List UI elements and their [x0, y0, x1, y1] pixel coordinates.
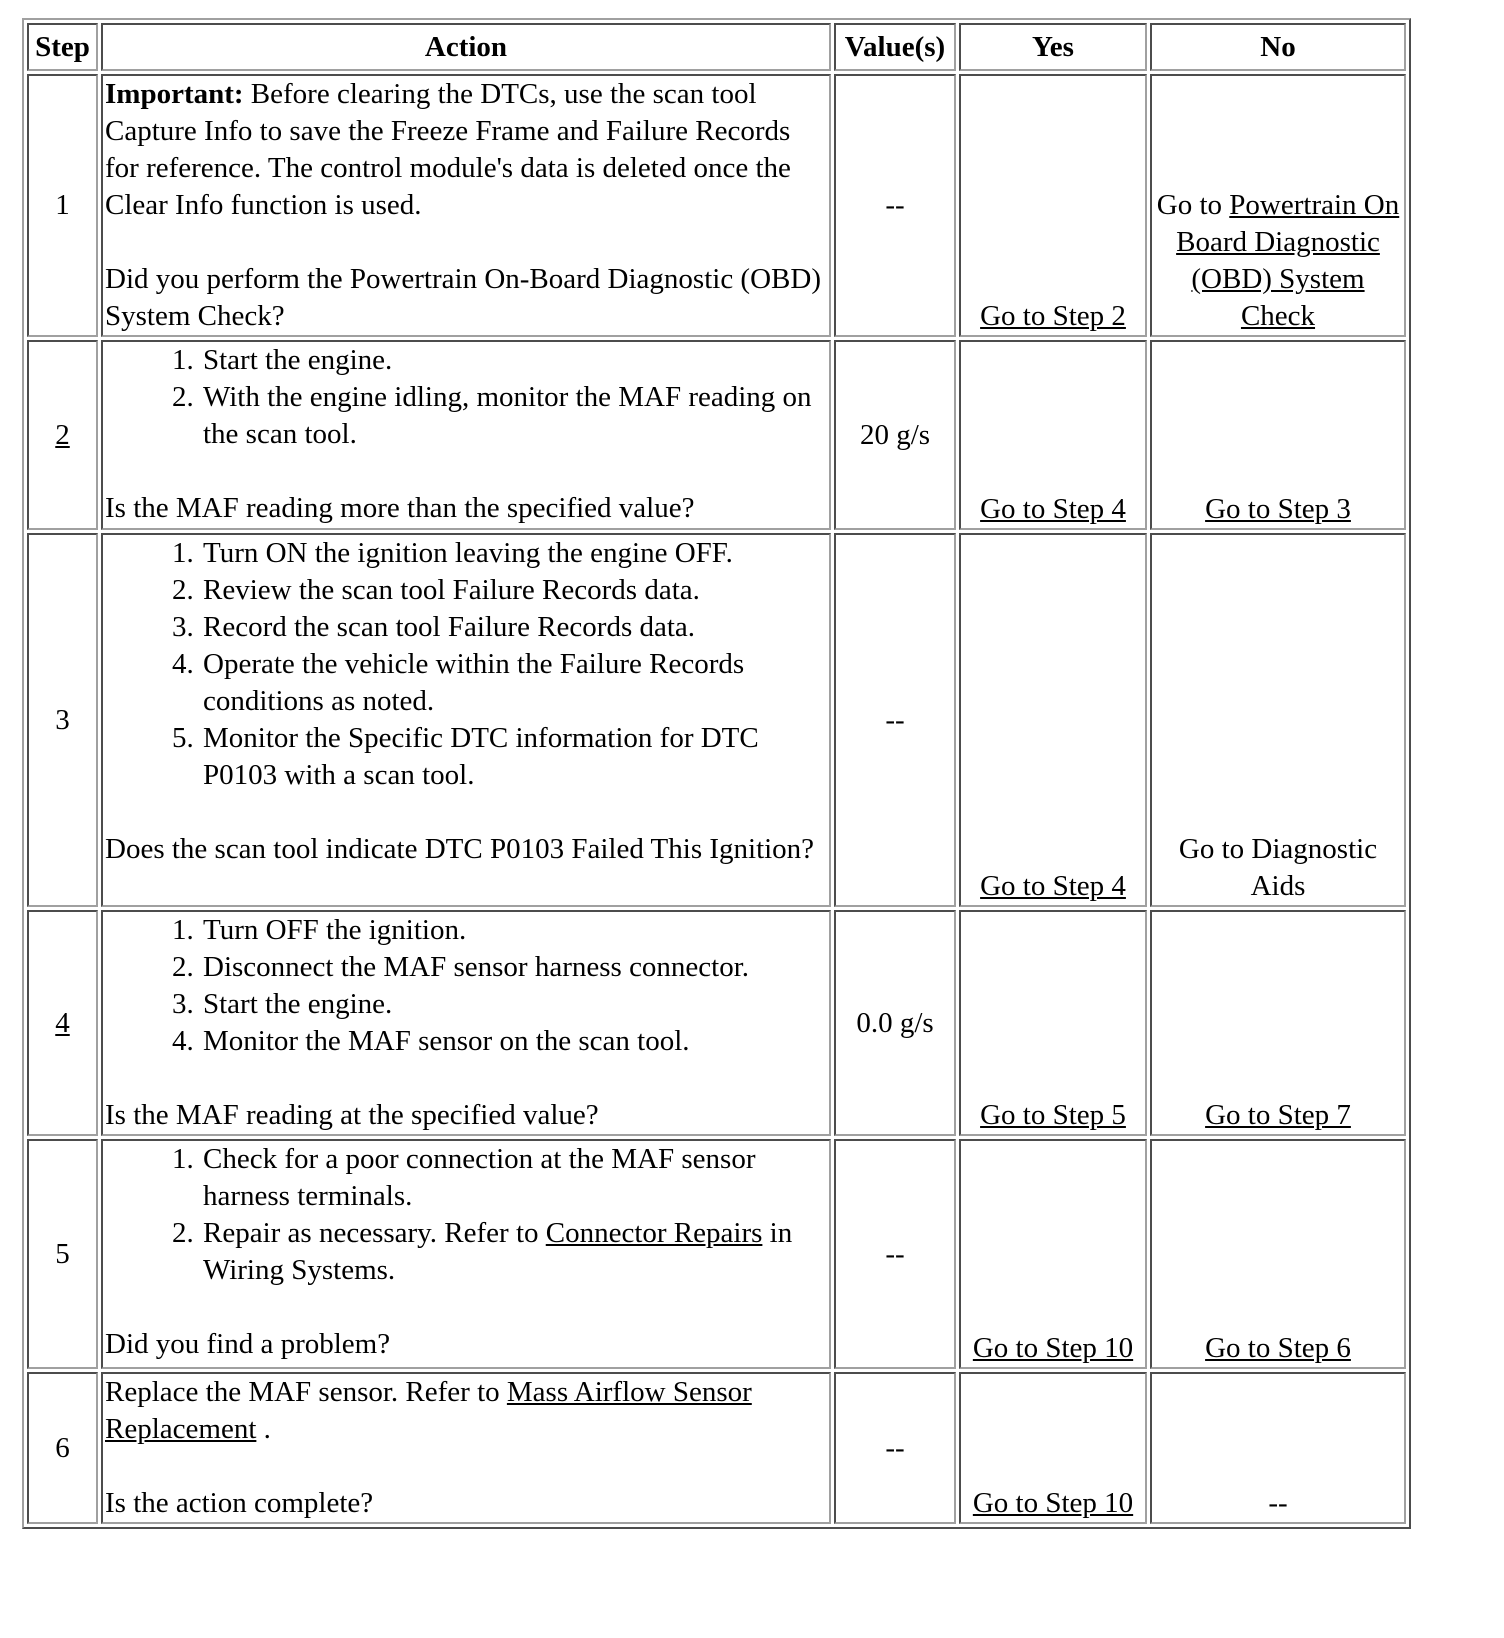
procedure-item: 3. Start the engine. — [201, 986, 827, 1023]
step-number: 3 — [27, 533, 98, 907]
question-text: Is the action complete? — [105, 1487, 374, 1519]
yes-link[interactable]: Go to Step 10 — [972, 1487, 1134, 1519]
no-cell — [1150, 1139, 1406, 1369]
action-prefix: Replace the MAF sensor. Refer to — [105, 1376, 507, 1408]
procedure-item: 3. Record the scan tool Failure Records data. — [201, 609, 827, 646]
maf-sensor-replacement-link[interactable]: Mass Airflow Sensor Replacement — [105, 1376, 752, 1445]
action-suffix: . — [256, 1413, 271, 1445]
yes-cell — [959, 533, 1147, 907]
yes-link[interactable]: Go to Step 2 — [980, 300, 1126, 332]
header-action: Action — [101, 23, 831, 71]
action-cell — [101, 1139, 831, 1369]
table-row — [27, 1372, 1406, 1524]
header-no: No — [1150, 23, 1406, 71]
table-row — [27, 340, 1406, 530]
yes-cell — [959, 340, 1147, 530]
header-row — [27, 23, 1406, 71]
procedure-item: 2. Review the scan tool Failure Records data. — [201, 572, 827, 609]
procedure-text: Repair as necessary. Refer to — [203, 1217, 546, 1249]
connector-repairs-link[interactable]: Connector Repairs — [545, 1217, 763, 1249]
no-cell — [1150, 910, 1406, 1136]
value-cell: -- — [834, 1372, 956, 1524]
value-cell: 20 g/s — [834, 340, 956, 530]
procedure-item: 4. Monitor the MAF sensor on the scan tool. — [201, 1023, 827, 1060]
value-cell: -- — [834, 533, 956, 907]
table-row — [27, 910, 1406, 1136]
yes-link[interactable]: Go to Step 5 — [980, 1099, 1126, 1131]
step-number: 6 — [27, 1372, 98, 1524]
action-text — [105, 1374, 827, 1448]
yes-link[interactable]: Go to Step 4 — [980, 493, 1126, 525]
no-prefix: Go to — [1156, 189, 1230, 221]
action-cell — [101, 340, 831, 530]
step-number — [27, 340, 98, 530]
procedure-item: 1. Turn OFF the ignition. — [201, 912, 827, 949]
procedure-item: 1. Check for a poor connection at the MAF sensor harness terminals. — [201, 1141, 827, 1215]
action-cell — [101, 533, 831, 907]
value-cell: -- — [834, 1139, 956, 1369]
action-cell — [101, 910, 831, 1136]
procedure-item: 2. With the engine idling, monitor the MAF reading on the scan tool. — [201, 379, 827, 453]
action-cell — [101, 74, 831, 337]
no-cell: Go to Diagnostic Aids — [1150, 533, 1406, 907]
no-link[interactable]: Go to Step 3 — [1205, 493, 1351, 525]
procedure-list — [105, 1141, 827, 1289]
table-row — [27, 1139, 1406, 1369]
yes-cell — [959, 910, 1147, 1136]
no-link[interactable]: Go to Step 7 — [1205, 1099, 1351, 1131]
procedure-list — [105, 535, 827, 794]
value-cell: 0.0 g/s — [834, 910, 956, 1136]
important-text: Before clearing the DTCs, use the scan tool Capture Info to save the Freeze Frame and Failure Records for reference. The control module's data is deleted once the Clear Info function is used. — [105, 78, 791, 221]
yes-cell — [959, 1139, 1147, 1369]
procedure-text: in Wiring Systems. — [203, 1217, 793, 1286]
no-link[interactable]: Go to Step 6 — [1205, 1332, 1351, 1364]
table-row — [27, 533, 1406, 907]
question-text: Did you find a problem? — [105, 1328, 391, 1360]
step-number — [27, 910, 98, 1136]
no-link-obd-system-check[interactable]: Powertrain On Board Diagnostic (OBD) System Check — [1176, 189, 1400, 332]
no-cell — [1150, 340, 1406, 530]
question-text: Is the MAF reading more than the specified value? — [105, 492, 695, 524]
question-text: Is the MAF reading at the specified value? — [105, 1099, 599, 1131]
procedure-item: 4. Operate the vehicle within the Failure Records conditions as noted. — [201, 646, 827, 720]
procedure-item: 2. Disconnect the MAF sensor harness connector. — [201, 949, 827, 986]
important-note — [105, 76, 827, 224]
question-text: Did you perform the Powertrain On-Board Diagnostic (OBD) System Check? — [105, 263, 821, 332]
header-step: Step — [27, 23, 98, 71]
procedure-item: 5. Monitor the Specific DTC information for DTC P0103 with a scan tool. — [201, 720, 827, 794]
step-number-link[interactable]: 4 — [55, 1006, 70, 1039]
no-cell: -- — [1150, 1372, 1406, 1524]
step-number-link[interactable]: 2 — [55, 418, 70, 451]
value-cell: -- — [834, 74, 956, 337]
table-row — [27, 74, 1406, 337]
important-label: Important: — [105, 78, 244, 110]
question-text: Does the scan tool indicate DTC P0103 Failed This Ignition? — [105, 833, 815, 865]
procedure-item: 1. Turn ON the ignition leaving the engine OFF. — [201, 535, 827, 572]
step-number: 5 — [27, 1139, 98, 1369]
step-number: 1 — [27, 74, 98, 337]
yes-cell — [959, 1372, 1147, 1524]
yes-link[interactable]: Go to Step 10 — [972, 1332, 1134, 1364]
procedure-item: 1. Start the engine. — [201, 342, 827, 379]
yes-cell — [959, 74, 1147, 337]
yes-link[interactable]: Go to Step 4 — [980, 870, 1126, 902]
header-values: Value(s) — [834, 23, 956, 71]
diagnostic-table — [22, 18, 1411, 1529]
header-yes: Yes — [959, 23, 1147, 71]
procedure-list — [105, 342, 827, 453]
no-cell — [1150, 74, 1406, 337]
action-cell — [101, 1372, 831, 1524]
procedure-item — [201, 1215, 827, 1289]
procedure-list — [105, 912, 827, 1060]
